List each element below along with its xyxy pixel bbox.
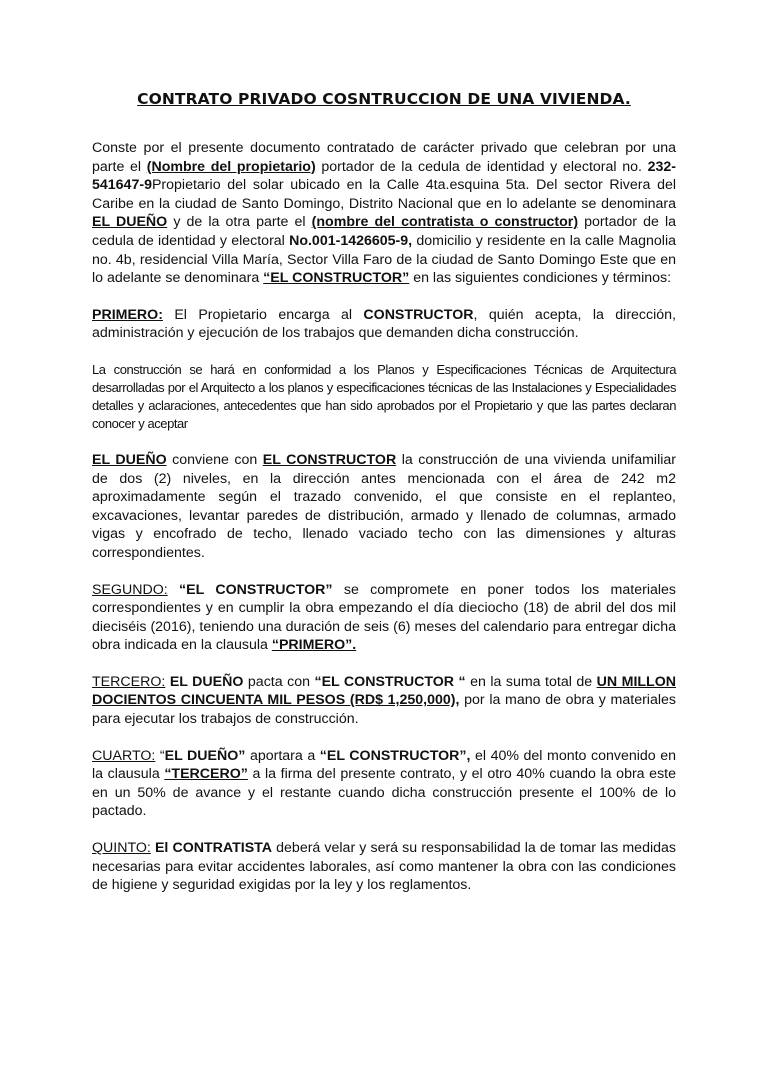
owner-name-placeholder: (Nombre del propietario) (146, 158, 316, 175)
clause-primero (92, 306, 676, 343)
owner-id-number: 232-541647-9 (92, 158, 677, 194)
clause-text: por la mano de obra y materiales para ejecutar los trabajos de construcción. (92, 692, 676, 728)
clause-text: la construcción de una vivienda unifamiliar de dos (2) niveles, en la dirección antes mencionada con el área de 242 m2 aproximadamente según el trazado convenido, el que consiste en el replanteo, excavaciones, levantar paredes de distribución, armado y llenado de columnas, armado vigas y encofrado de techo, llenado vaciado techo con las dimensiones y alturas correspondientes. (92, 451, 676, 561)
clause-text: en la suma total de (465, 673, 597, 690)
document-title: CONTRATO PRIVADO COSNTRUCCION DE UNA VIVIENDA. (137, 90, 631, 108)
constructor-term: “EL CONSTRUCTOR”, (319, 747, 471, 764)
intro-text: en las siguientes condiciones y términos: (409, 270, 672, 287)
clause-text: deberá velar y será su responsabilidad la de tomar las medidas necesarias para evitar accidentes laborales, así como mantener la obra con las condiciones de higiene y seguridad exigidas por la ley y los reglamentos. (92, 840, 676, 894)
intro-paragraph (92, 139, 676, 288)
owner-term: EL DUEÑO (92, 214, 168, 231)
clause-text: pacta con (243, 673, 315, 690)
owner-term: EL DUEÑO” (164, 747, 246, 764)
clause-text: a la firma del presente contrato, y el otro 40% cuando la obra este en un 50% de avance y el restante cuando dicha construcción presente el 100% de lo pactado. (92, 766, 677, 820)
intro-text: Propietario del solar ubicado en la Calle 4ta.esquina 5ta. Del sector Rivera del Caribe en la ciudad de Santo Domingo, Distrito Nacional que en lo adelante se denominara (92, 177, 676, 212)
owner-agreement-paragraph (92, 451, 676, 563)
clause-text: , quién acepta, la dirección, administración y ejecución de los trabajos que demanden dicha construcción. (92, 306, 676, 342)
intro-text: portador de la cedula de identidad y electoral no. (315, 158, 648, 175)
clause-text: El Propietario encarga al (162, 306, 364, 323)
clause-quinto (92, 839, 676, 895)
constructor-term: CONSTRUCTOR (363, 306, 474, 323)
clause-tercero (92, 673, 676, 729)
clause-label: PRIMERO: (92, 306, 163, 323)
clause-text: “ (155, 747, 165, 764)
clause-label: TERCERO: (92, 673, 166, 690)
clause-label: SEGUNDO: (92, 581, 168, 598)
plans-paragraph: La construcción se hará en conformidad a los Planos y Especificaciones Técnicas de Arquitectura desarrolladas por el Arquitecto a los planos y especificaciones técnicas de las Instalaciones y Especialidades detalles y aclaraciones, antecedentes que han sido aprobados por el Propietario y que las partes declaran conocer y aceptar (92, 361, 676, 431)
clause-text: conviene con (166, 451, 263, 468)
contractor-id-number: No.001-1426605-9, (289, 232, 413, 249)
constructor-term: “EL CONSTRUCTOR “ (314, 673, 466, 690)
owner-term: EL DUEÑO (169, 673, 244, 690)
clause-segundo (92, 581, 676, 655)
constructor-term: EL CONSTRUCTOR (262, 451, 397, 468)
clause-text: aportara a (245, 747, 320, 764)
clause-cuarto (92, 747, 676, 821)
clause-label: CUARTO: (92, 747, 156, 764)
clause-text: se compromete en poner todos los materiales correspondientes y en cumplir la obra empezando el día dieciocho (18) de abril del dos mil dieciséis (2016), teniendo una duración de seis (6) meses del calendario para entregar dicha obra indicada en la clausula (92, 581, 677, 654)
intro-text: Conste por el presente documento contratado de carácter privado que celebran por una parte el (92, 140, 676, 175)
clause-reference: “PRIMERO”. (271, 637, 357, 654)
clause-text: el 40% del monto convenido en la clausula (92, 747, 676, 783)
constructor-term: “EL CONSTRUCTOR” (179, 581, 333, 598)
intro-text: domicilio y residente en la calle Magnolia no. 4b, residencial Villa María, Sector Villa Faro de la ciudad de Santo Domingo Este que en lo adelante se denominara (92, 232, 676, 287)
clause-reference: “TERCERO” (164, 766, 248, 783)
contractor-term: “EL CONSTRUCTOR” (263, 270, 410, 287)
owner-term: EL DUEÑO (92, 451, 167, 468)
intro-text: portador de la cedula de identidad y electoral (92, 214, 677, 249)
clause-label: QUINTO: (92, 840, 151, 857)
contractor-term: El CONTRATISTA (154, 840, 273, 857)
contract-amount: UN MILLON DOCIENTOS CINCUENTA MIL PESOS (RD$ 1,250,000), (92, 673, 676, 709)
contractor-name-placeholder: (nombre del contratista o constructor) (311, 214, 579, 231)
intro-text: y de la otra parte el (167, 214, 312, 231)
